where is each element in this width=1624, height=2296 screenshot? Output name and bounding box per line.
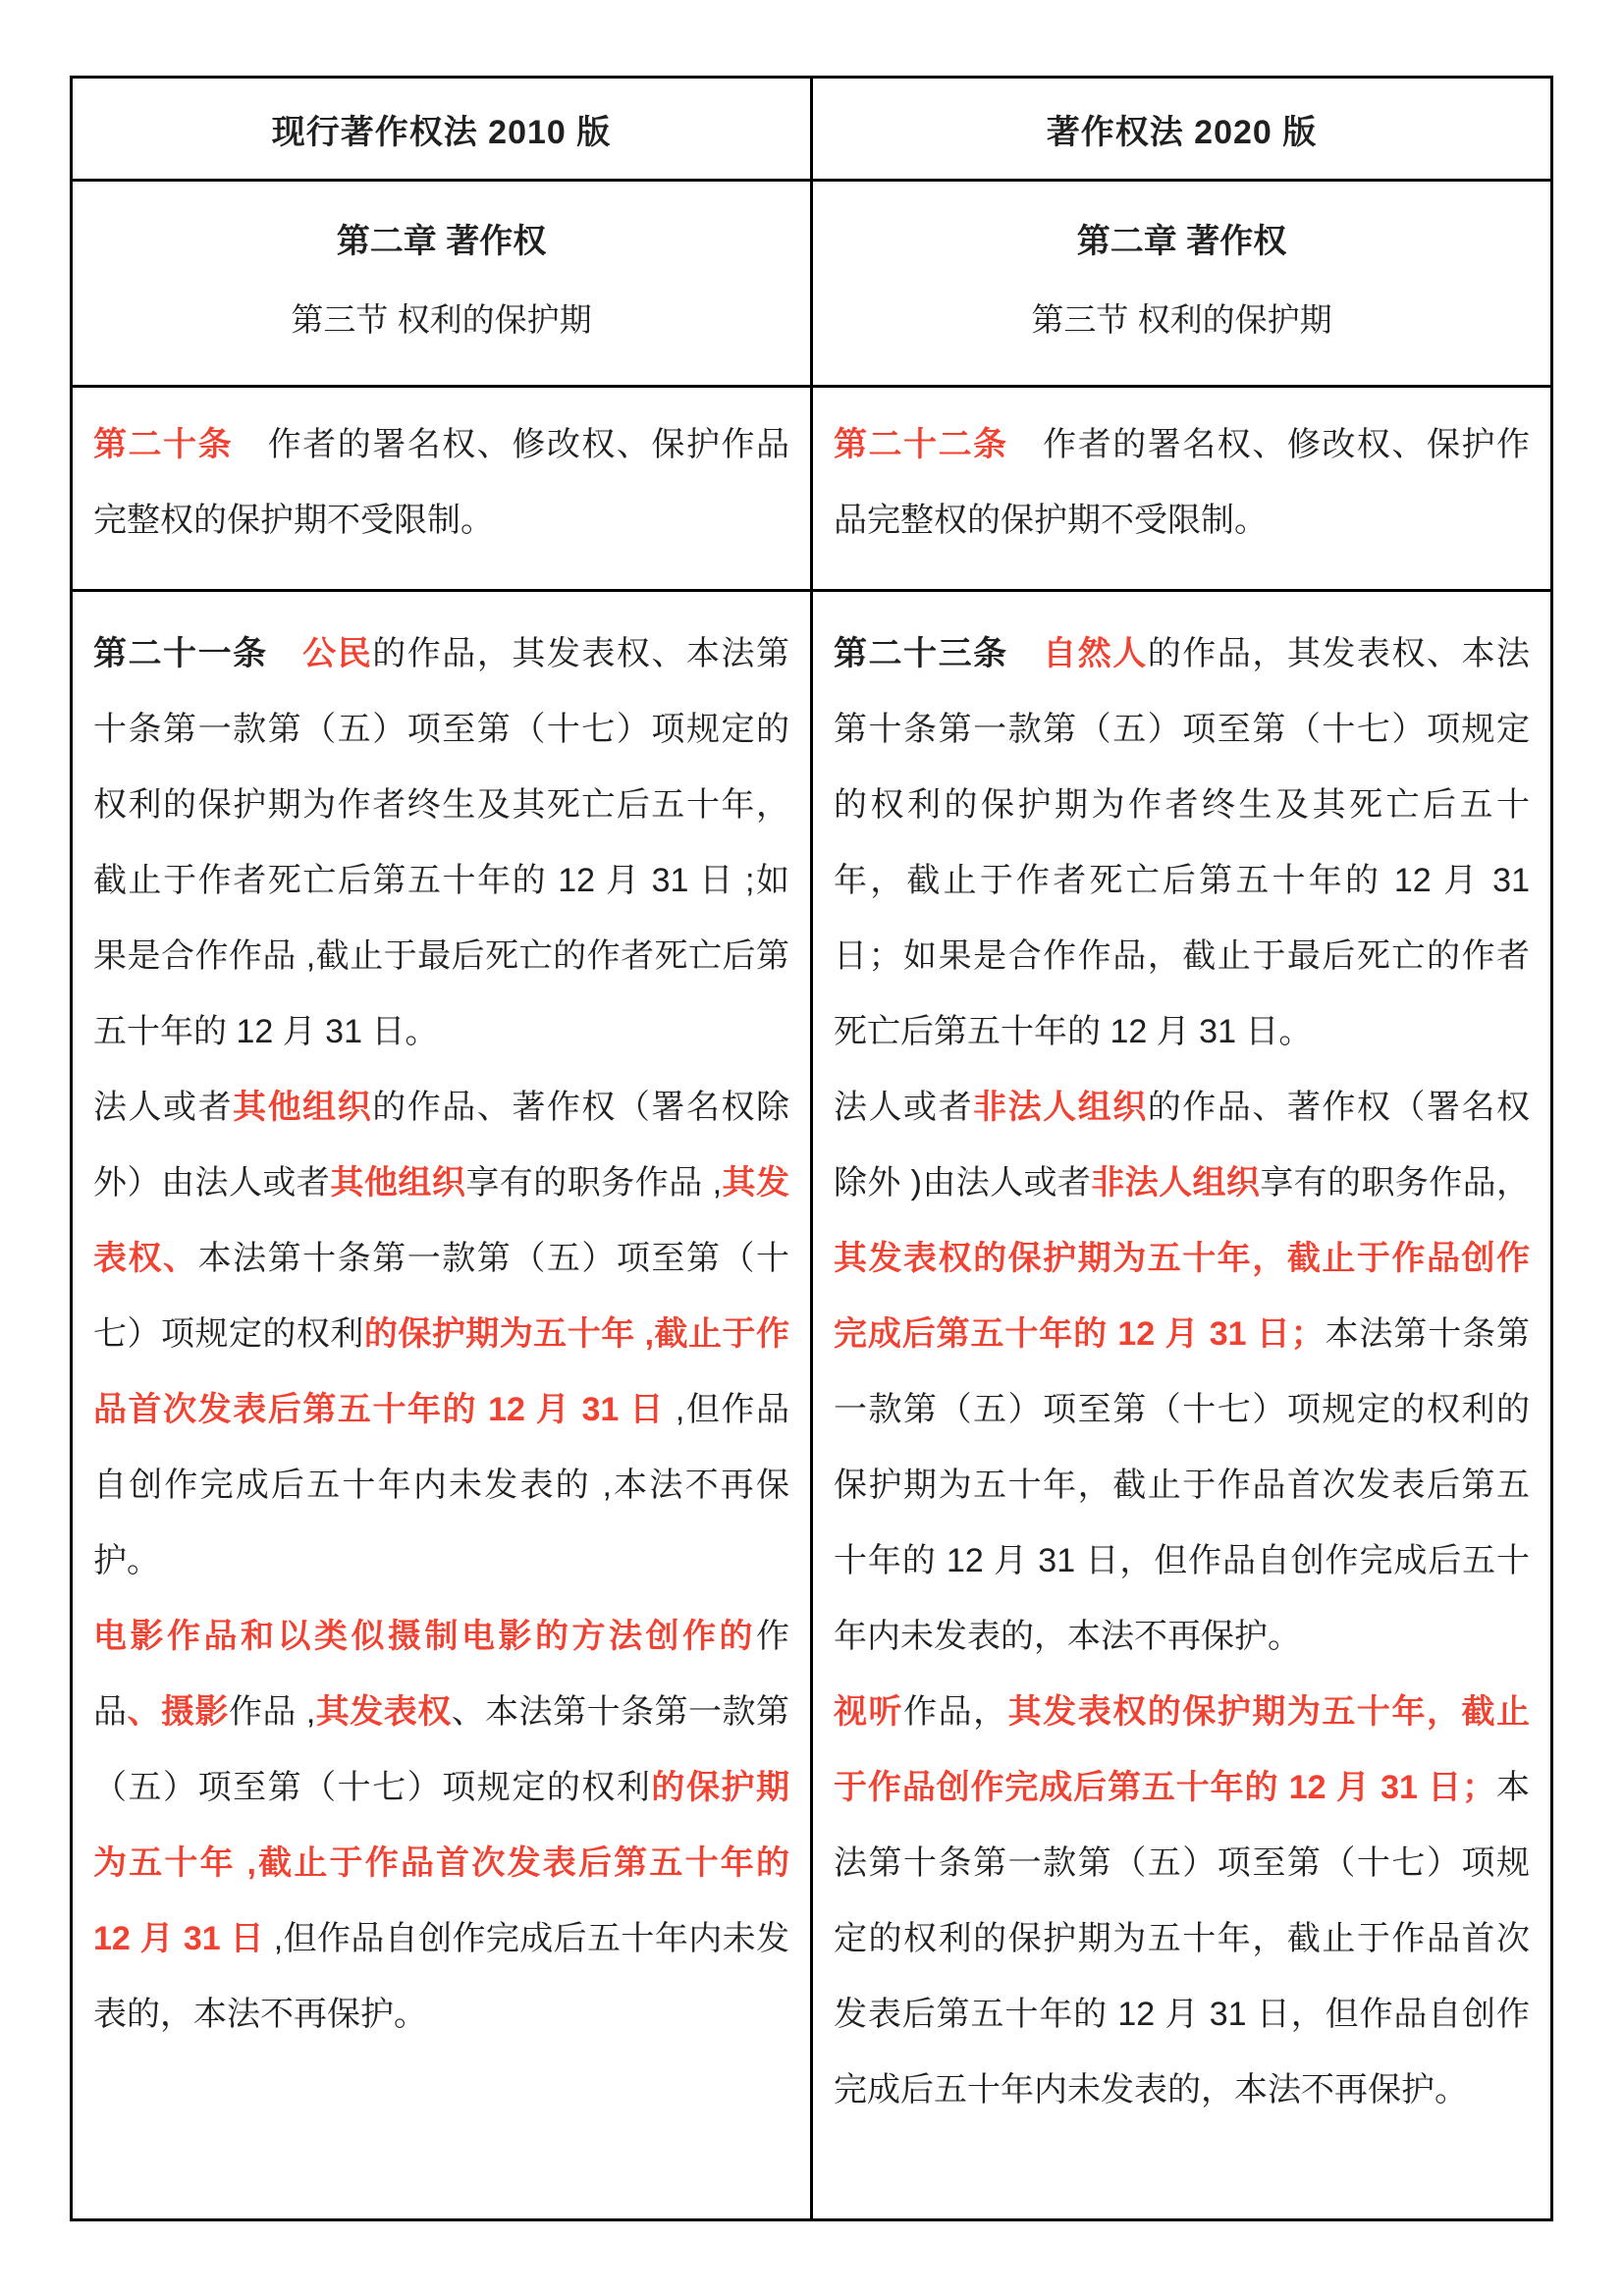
body-text: 的作品、著作权（署名权除外 )由法人或者 — [834, 1089, 1531, 1201]
article-22-cell — [812, 387, 1552, 591]
highlighted-text: 其发表权、 — [93, 1164, 790, 1277]
column-header-2020-label: 著作权法 2020 版 — [1046, 113, 1318, 151]
highlighted-text: 的保护期为五十年 ,截止于作品首次发表后第五十年的 12 月 31 日 — [93, 1769, 790, 1957]
body-text: 本法第十条第一款第（五）项至第（十七）项规定的权利的保护期为五十年，截止于作品首次发表后第五十年的 12 月 31 日，但作品自创作完成后五十年内未发表的，本法不再保护。 — [834, 1769, 1531, 2109]
article-number: 第二十三条 — [834, 635, 1044, 672]
body-text: 作者的署名权、修改权、保护作品完整权的保护期不受限制。 — [93, 426, 790, 539]
highlighted-text: 电影作品和以类似摄制电影的方法创作的 — [93, 1618, 756, 1655]
chapter-cell-2010 — [72, 181, 812, 387]
header-row — [72, 78, 1552, 181]
article-20-cell — [72, 387, 812, 591]
body-text: 本法第十条第一款第（五）项至第（十七）项规定的权利 — [93, 1240, 790, 1353]
article-paragraph — [834, 407, 1530, 559]
highlighted-text: 其他组织 — [233, 1089, 373, 1126]
highlighted-text: 其发表权的保护期为五十年，截止于作品创作完成后第五十年的 12 月 31 日； — [834, 1240, 1530, 1353]
highlighted-text: 第二十条 — [93, 426, 234, 463]
article-paragraph — [834, 1675, 1530, 2128]
body-text: ,但作品自创作完成后五十年内未发表的，本法不再保护。 — [93, 1920, 789, 2033]
highlighted-text: 自然人 — [1043, 635, 1148, 672]
article-paragraph — [834, 616, 1530, 1070]
protection-term-article-row — [72, 591, 1552, 2220]
chapter-row — [72, 181, 1552, 387]
article-21-cell — [72, 591, 812, 2220]
body-text: ,但作品自创作完成后五十年内未发表的 ,本法不再保护。 — [93, 1391, 789, 1579]
highlighted-text: 其发表权 — [315, 1693, 452, 1731]
article-paragraph — [93, 1070, 789, 1599]
chapter-title: 第二章 著作权 — [1076, 223, 1287, 260]
moral-rights-article-row — [72, 387, 1552, 591]
highlighted-text: 非法人组织 — [973, 1089, 1148, 1126]
highlighted-text: 、摄影 — [127, 1693, 229, 1731]
column-header-2020 — [812, 78, 1552, 181]
article-paragraph — [93, 1599, 789, 2053]
body-text: 作品 , — [228, 1693, 316, 1731]
body-text: 享有的职务作品， — [1260, 1164, 1531, 1201]
body-text: 法人或者 — [834, 1089, 974, 1126]
article-paragraph — [93, 407, 789, 559]
highlighted-text: 的保护期为五十年 ,截止于作品首次发表后第五十年的 12 月 31 日 — [93, 1315, 789, 1428]
body-text: 享有的职务作品 , — [465, 1164, 723, 1201]
highlighted-text: 其发表权的保护期为五十年，截止于作品创作完成后第五十年的 12 月 31 日； — [834, 1693, 1531, 1806]
highlighted-text: 第二十二条 — [834, 426, 1008, 463]
body-text: 作品， — [903, 1693, 1008, 1731]
body-text: 本法第十条第一款第（五）项至第（十七）项规定的权利的保护期为五十年，截止于作品首次发表后第五十年的 12 月 31 日，但作品自创作完成后五十年内未发表的，本法不再保护。 — [834, 1315, 1531, 1655]
article-paragraph — [93, 616, 789, 1070]
body-text: 法人或者 — [93, 1089, 234, 1126]
column-header-2010-label: 现行著作权法 2010 版 — [271, 113, 612, 151]
highlighted-text: 视听 — [834, 1693, 904, 1731]
column-header-2010 — [72, 78, 812, 181]
section-title: 第三节 权利的保护期 — [291, 301, 592, 338]
highlighted-text: 公民 — [302, 635, 373, 672]
highlighted-text: 非法人组织 — [1091, 1164, 1261, 1201]
article-23-cell — [812, 591, 1552, 2220]
body-text: 作品 — [93, 1618, 789, 1731]
body-text: 的作品、著作权（署名权除外）由法人或者 — [93, 1089, 790, 1201]
chapter-cell-2020 — [812, 181, 1552, 387]
body-text: 、本法第十条第一款第（五）项至第（十七）项规定的权利 — [93, 1693, 790, 1806]
chapter-title: 第二章 著作权 — [336, 223, 547, 260]
article-paragraph — [834, 1070, 1530, 1675]
body-text: 作者的署名权、修改权、保护作品完整权的保护期不受限制。 — [834, 426, 1531, 539]
section-title: 第三节 权利的保护期 — [1031, 301, 1332, 338]
highlighted-text: 其他组织 — [330, 1164, 466, 1201]
article-number: 第二十一条 — [93, 635, 303, 672]
body-text: 的作品，其发表权、本法第十条第一款第（五）项至第（十七）项规定的权利的保护期为作者终生及其死亡后五十年，截止于作者死亡后第五十年的 12 月 31 日；如果是合作作品，截止于最后死亡的作者死亡后第五十年的 12 月 31 日。 — [834, 635, 1531, 1050]
body-text: 的作品，其发表权、本法第十条第一款第（五）项至第（十七）项规定的权利的保护期为作者终生及其死亡后五十年，截止于作者死亡后第五十年的 12 月 31 日 ;如果是合作作品 ,截止于最后死亡的作者死亡后第五十年的 12 月 31 日。 — [93, 635, 790, 1050]
comparison-table — [70, 76, 1553, 2221]
